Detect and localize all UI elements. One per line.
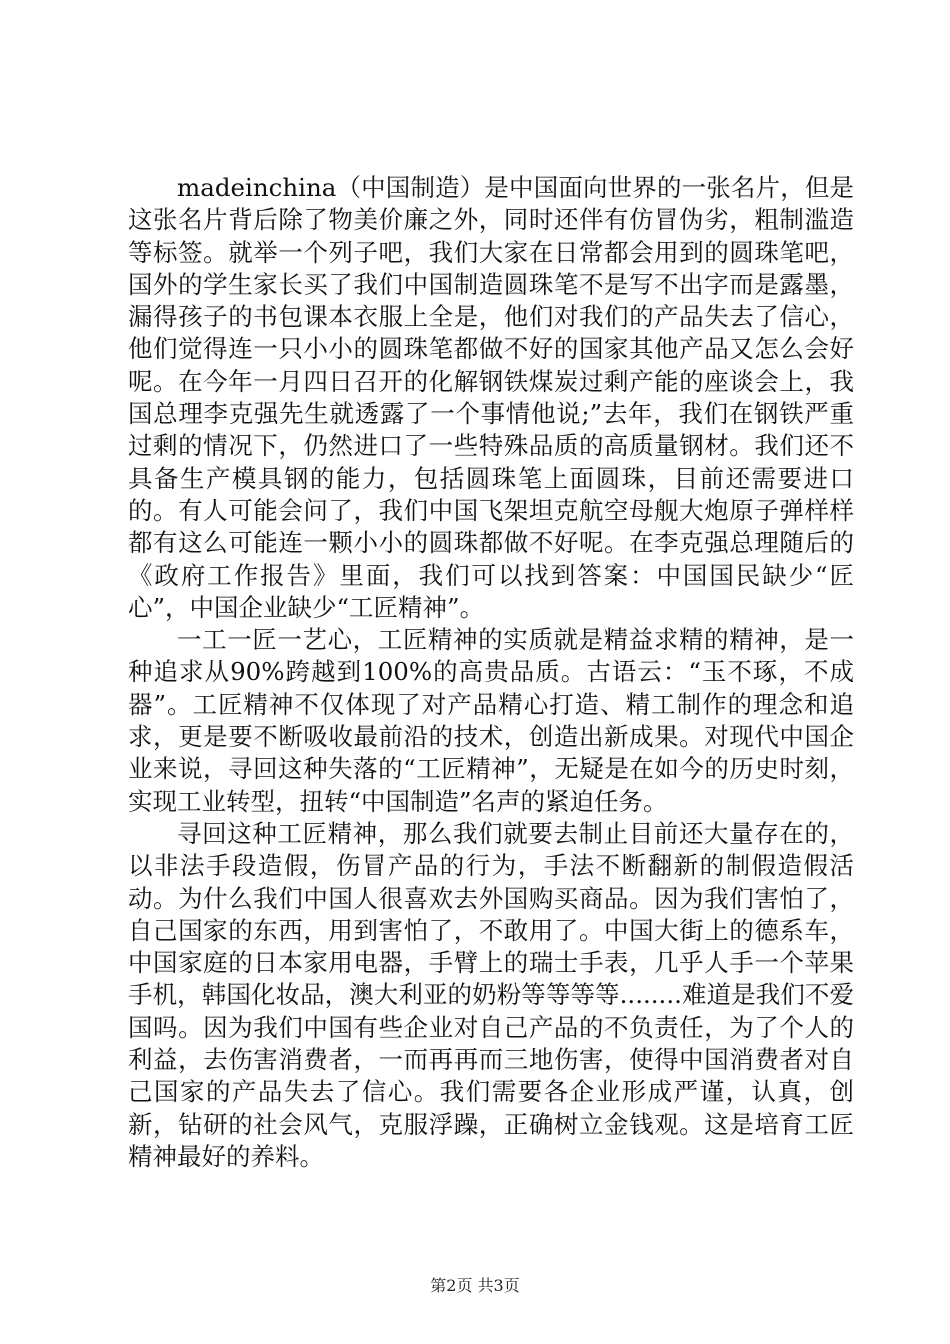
page-number-footer: 第2页 共3页 [430,1276,520,1295]
paragraph-made-in-china: madeinchina（中国制造）是中国面向世界的一张名片，但是这张名片背后除了物美价廉之外，同时还伴有仿冒伪劣，粗制滥造等标签。就举一个列子吧，我们大家在日常都会用到的圆珠笔吧，国外的学生家长买了我们中国制造圆珠笔不是写不出字而是露墨，漏得孩子的书包课本衣服上全是，他们对我们的产品失去了信心，他们觉得连一只小小的圆珠笔都做不好的国家其他产品又怎么会好呢。在今年一月四日召开的化解钢铁煤炭过剩产能的座谈会上，我国总理李克强先生就透露了一个事情他说;”去年，我们在钢铁严重过剩的情况下，仍然进口了一些特殊品质的高质量钢材。我们还不具备生产模具钢的能力，包括圆珠笔上面圆珠，目前还需要进口的。有人可能会问了，我们中国飞架坦克航空母舰大炮原子弹样样都有这么可能连一颗小小的圆珠都做不好呢。在李克强总理随后的《政府工作报告》里面，我们可以找到答案：中国国民缺少“匠心”，中国企业缺少“工匠精神”。 [128,173,854,622]
document-body [128,172,854,1173]
paragraph-craftsman-spirit: 一工一匠一艺心，工匠精神的实质就是精益求精的精神，是一种追求从90%跨越到100%的高贵品质。古语云：“玉不琢，不成器”。工匠精神不仅体现了对产品精心打造、精工制作的理念和追求，更是要不断吸收最前沿的技术，创造出新成果。对现代中国企业来说，寻回这种失落的“工匠精神”，无疑是在如今的历史时刻，实现工业转型，扭转“中国制造”名声的紧迫任务。 [128,625,854,816]
paragraph-reclaim-spirit: 寻回这种工匠精神，那么我们就要去制止目前还大量存在的，以非法手段造假，伤冒产品的行为，手法不断翻新的制假造假活动。为什么我们中国人很喜欢去外国购买商品。因为我们害怕了，自己国家的东西，用到害怕了，不敢用了。中国大街上的德系车，中国家庭的日本家用电器，手臂上的瑞士手表，几乎人手一个苹果手机，韩国化妆品，澳大利亚的奶粉等等等等........难道是我们不爱国吗。因为我们中国有些企业对自己产品的不负责任，为了个人的利益，去伤害消费者，一而再再而三地伤害，使得中国消费者对自己国家的产品失去了信心。我们需要各企业形成严谨，认真，创新，钻研的社会风气，克服浮躁，正确树立金钱观。这是培育工匠精神最好的养料。 [128,818,854,1171]
